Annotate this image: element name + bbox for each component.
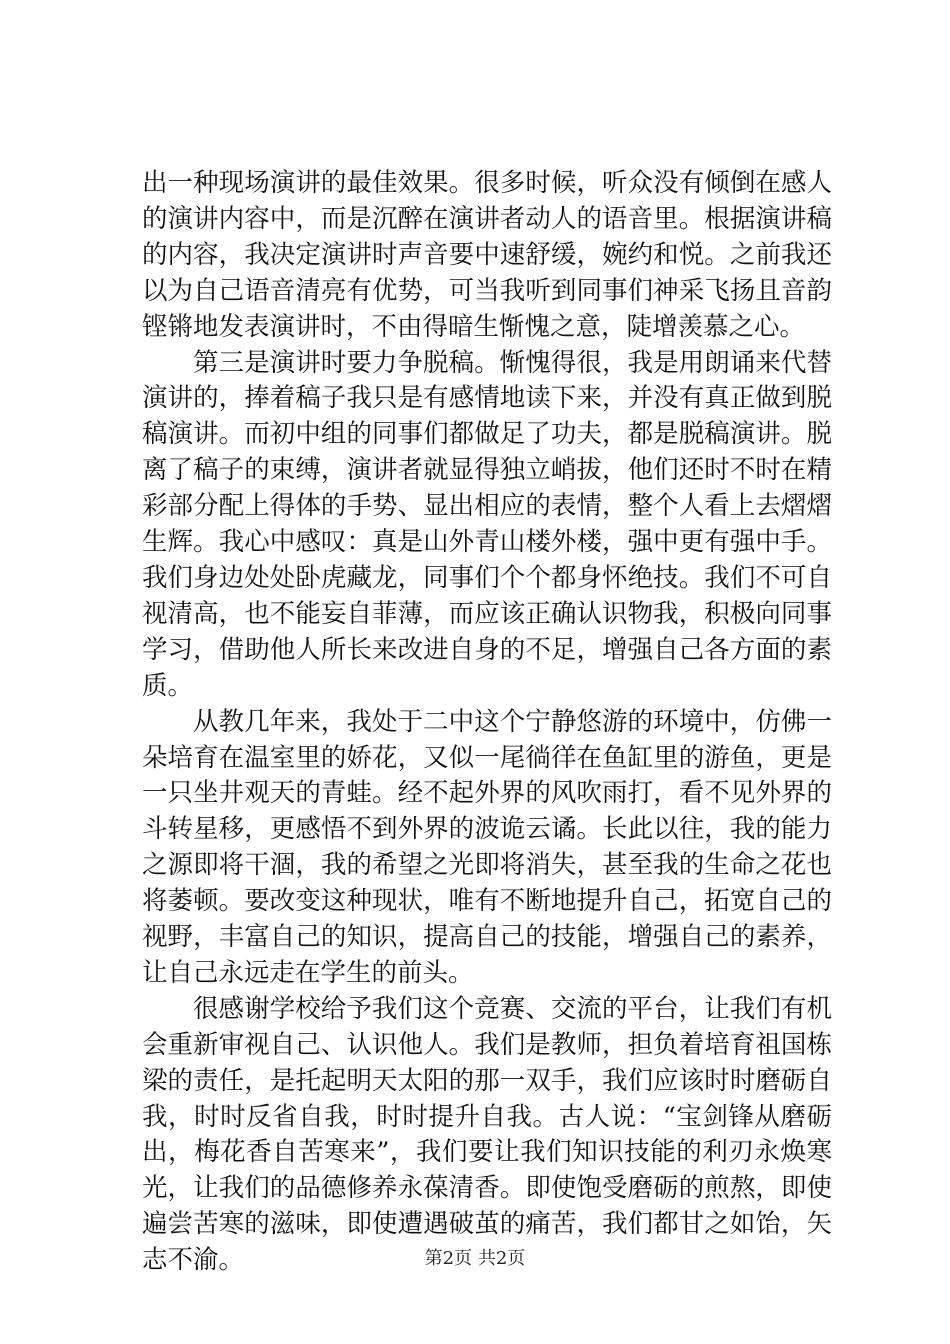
document-body: [142, 166, 832, 1279]
paragraph-2: 第三是演讲时要力争脱稿。惭愧得很，我是用朗诵来代替演讲的，捧着稿子我只是有感情地读下来，并没有真正做到脱稿演讲。而初中组的同事们都做足了功夫，都是脱稿演讲。脱离了稿子的束缚，演讲者就显得独立峭拔，他们还时不时在精彩部分配上得体的手势、显出相应的表情，整个人看上去熠熠生辉。我心中感叹：真是山外青山楼外楼，强中更有强中手。我们身边处处卧虎藏龙，同事们个个都身怀绝技。我们不可自视清高，也不能妄自菲薄，而应该正确认识物我，积极向同事学习，借助他人所长来改进自身的不足，增强自己各方面的素质。: [142, 347, 832, 701]
paragraph-4: 很感谢学校给予我们这个竞赛、交流的平台，让我们有机会重新审视自己、认识他人。我们是教师，担负着培育祖国栋梁的责任，是托起明天太阳的那一双手，我们应该时时磨砺自我，时时反省自我，时时提升自我。古人说：“宝剑锋从磨砺出，梅花香自苦寒来”，我们要让我们知识技能的利刃永焕寒光，让我们的品德修养永葆清香。即使饱受磨砺的煎熬，即使遍尝苦寒的滋味，即使遭遇破茧的痛苦，我们都甘之如饴，矢志不渝。: [142, 993, 832, 1276]
paragraph-1: 出一种现场演讲的最佳效果。很多时候，听众没有倾倒在感人的演讲内容中，而是沉醉在演讲者动人的语音里。根据演讲稿的内容，我决定演讲时声音要中速舒缓，婉约和悦。之前我还以为自己语音清亮有优势，可当我听到同事们神采飞扬且音韵铿锵地发表演讲时，不由得暗生惭愧之意，陡增羡慕之心。: [142, 168, 832, 342]
paragraph-3: 从教几年来，我处于二中这个宁静悠游的环境中，仿佛一朵培育在温室里的娇花，又似一尾徜徉在鱼缸里的游鱼，更是一只坐井观天的青蛙。经不起外界的风吹雨打，看不见外界的斗转星移，更感悟不到外界的波诡云谲。长此以往，我的能力之源即将干涸，我的希望之光即将消失，甚至我的生命之花也将萎顿。要改变这种现状，唯有不断地提升自己，拓宽自己的视野，丰富自己的知识，提高自己的技能，增强自己的素养，让自己永远走在学生的前头。: [142, 706, 832, 988]
page-footer: 第2页 共2页: [424, 1248, 526, 1269]
